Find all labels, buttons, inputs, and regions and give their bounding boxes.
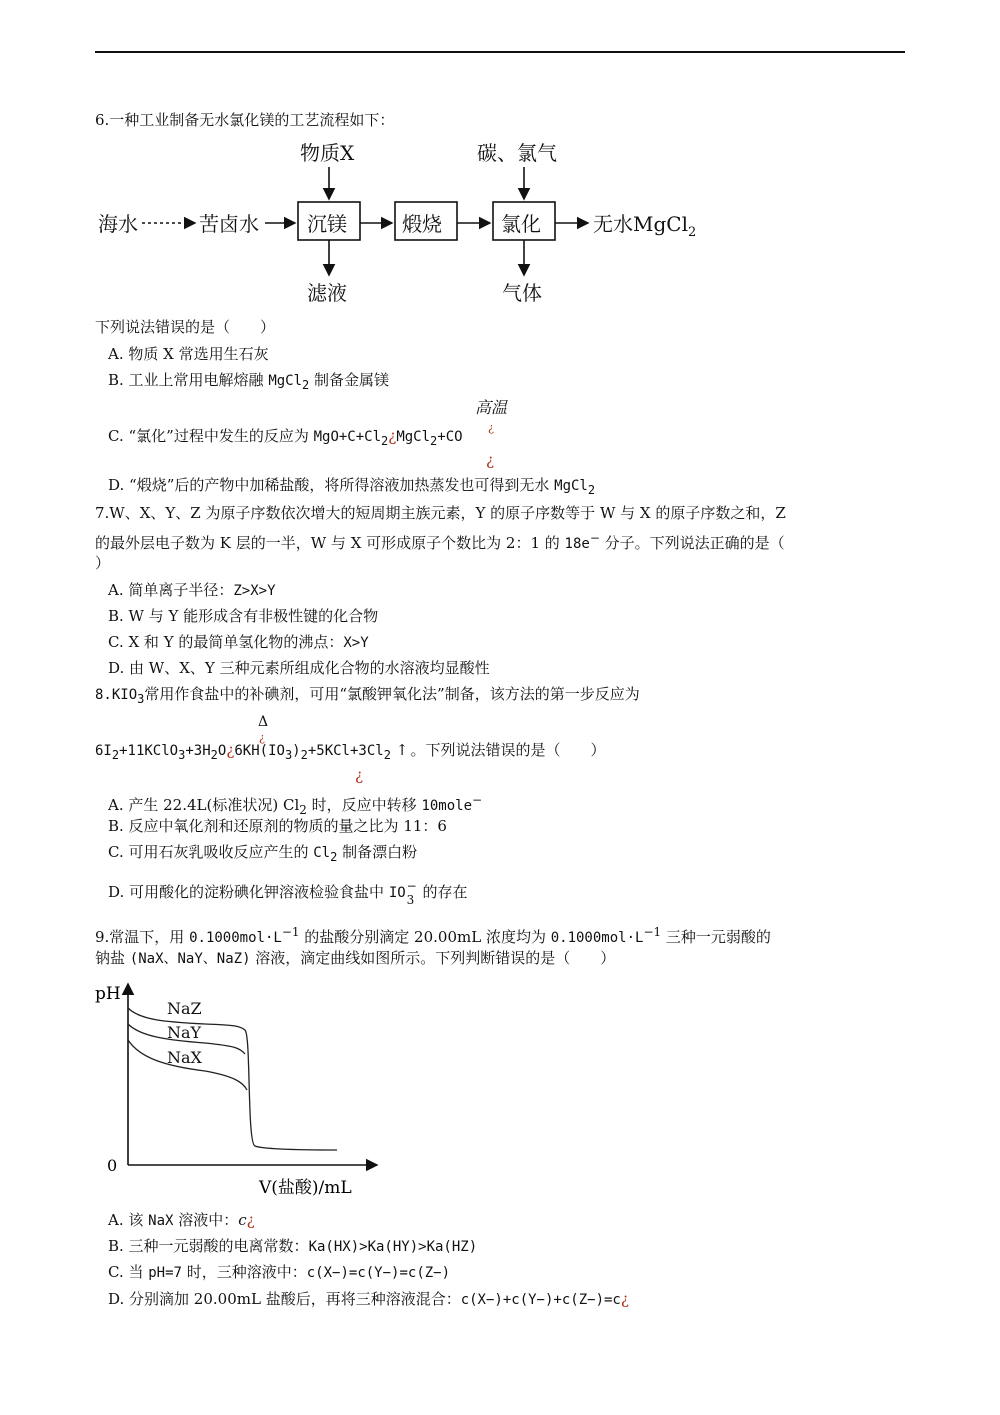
q6-option-c[interactable]: C. “氯化”过程中发生的反应为 $MgO+C+Cl_2¿MgCl_2+CO$ [108, 427, 463, 448]
flow-product: 无水MgCl [593, 212, 688, 236]
q9-stem-line2: 钠盐 (NaX、NaY、NaZ) 溶液，滴定曲线如图所示。下列判断错误的是（ ） [95, 949, 616, 967]
gas-up-arrow-icon: ↑ [395, 741, 409, 759]
q9-option-d[interactable]: D. 分别滴加 20.00mL 盐酸后，再将三种溶液混合：c(X−)+c(Y−)+c(Z−)=c¿ [108, 1290, 629, 1308]
flow-filtrate: 滤液 [307, 281, 347, 305]
q9-option-a[interactable]: A. 该 NaX 溶液中：c¿ [108, 1211, 255, 1229]
svg-text:无水MgCl2 [593, 212, 696, 240]
q7-stem-line1: 7.W、X、Y、Z 为原子序数依次增大的短周期主族元素，Y 的原子序数等于 W 与 X 的原子序数之和，Z [95, 504, 786, 522]
q7-option-a[interactable]: A. 简单离子半径：Z>X>Y [108, 581, 276, 599]
glyph-mark: ¿ [259, 731, 265, 744]
q7-stem-line2: 的最外层电子数为 K 层的一半，W 与 X 可形成原子个数比为 2：1 的 18e− 分子。下列说法正确的是（ [95, 531, 785, 552]
q8-option-b[interactable]: B. 反应中氧化剂和还原剂的物质的量之比为 11：6 [108, 817, 447, 835]
flow-input-x: 物质X [300, 141, 355, 165]
q6-question: 下列说法错误的是（ ） [95, 318, 276, 336]
q6-option-c-condition: 高温 [475, 398, 508, 417]
flow-brine: 苦卤水 [199, 212, 259, 236]
q6-stem: 6.一种工业制备无水氯化镁的工艺流程如下： [95, 111, 395, 129]
glyph-mark: ¿ [355, 766, 364, 784]
q6-option-b[interactable]: B. 工业上常用电解熔融 MgCl$_2$ 制备金属镁 [108, 371, 390, 392]
q8-stem-line1: $8.KIO_3$常用作食盐中的补碘剂，可用“氯酸钾氧化法”制备，该方法的第一步反应为 [95, 685, 640, 706]
q9-stem-line1: 9.常温下，用 $0.1000mol\cdot L^{-1}$ 的盐酸分别滴定 20.00mL 浓度均为 $0.1000mol\cdot L^{-1}$ 三种一元弱酸的 [95, 925, 771, 946]
q8-option-d[interactable]: D. 可用酸化的淀粉碘化钾溶液检验食盐中 IO − 3 的存在 [108, 879, 468, 907]
chart-y-label: pH [95, 984, 121, 1004]
q7-stem-line3: ） [95, 554, 111, 572]
flow-step-chlorinate: 氯化 [501, 212, 541, 236]
flow-product-sub: 2 [687, 225, 697, 240]
chart-origin-label: 0 [107, 1156, 118, 1175]
q8-equation-condition: Δ [258, 714, 269, 730]
q6-flow-diagram [95, 135, 715, 310]
q8-equation: $6I_2+11KClO_3+3H_2O¿6KH(IO_3)_2+5KCl+3Cl_2$ ↑ 。下列说法错误的是（ ） [95, 741, 606, 762]
flow-seawater: 海水 [98, 212, 138, 236]
q9-option-b[interactable]: B. 三种一元弱酸的电离常数：Ka(HX)>Ka(HY)>Ka(HZ) [108, 1237, 478, 1255]
flow-step-precipitate: 沉镁 [307, 212, 347, 236]
q7-option-b[interactable]: B. W 与 Y 能形成含有非极性键的化合物 [108, 607, 379, 625]
curve-naz [128, 1008, 337, 1150]
flow-gas: 气体 [502, 281, 542, 305]
header-rule [95, 51, 905, 53]
curve-label-naz: NaZ [167, 999, 202, 1018]
glyph-mark: ¿ [488, 421, 494, 434]
chart-x-label: V(盐酸)/mL [259, 1178, 352, 1198]
q8-option-c[interactable]: C. 可用石灰乳吸收反应产生的 $Cl_2$ 制备漂白粉 [108, 843, 418, 864]
q7-option-d[interactable]: D. 由 W、X、Y 三种元素所组成化合物的水溶液均显酸性 [108, 659, 490, 677]
flow-input-carbon-chlorine: 碳、氯气 [477, 141, 557, 165]
q6-option-d[interactable]: D. “煅烧”后的产物中加稀盐酸，将所得溶液加热蒸发也可得到无水 MgCl$_2$ [108, 476, 596, 497]
q9-option-c[interactable]: C. 当 pH=7 时，三种溶液中：c(X−)=c(Y−)=c(Z−) [108, 1263, 451, 1281]
flow-step-calcine: 煅烧 [402, 212, 442, 236]
curve-label-nay: NaY [167, 1023, 202, 1042]
q6-option-a[interactable]: A. 物质 X 常选用生石灰 [108, 345, 269, 363]
glyph-mark: ¿ [486, 451, 495, 469]
curve-label-nax: NaX [167, 1048, 202, 1067]
q7-option-c[interactable]: C. X 和 Y 的最简单氢化物的沸点：X>Y [108, 633, 369, 651]
q9-titration-chart [95, 978, 385, 1200]
q8-option-a[interactable]: A. 产生 22.4L(标准状况) $Cl_2$ 时，反应中转移 10mole− [108, 793, 483, 817]
